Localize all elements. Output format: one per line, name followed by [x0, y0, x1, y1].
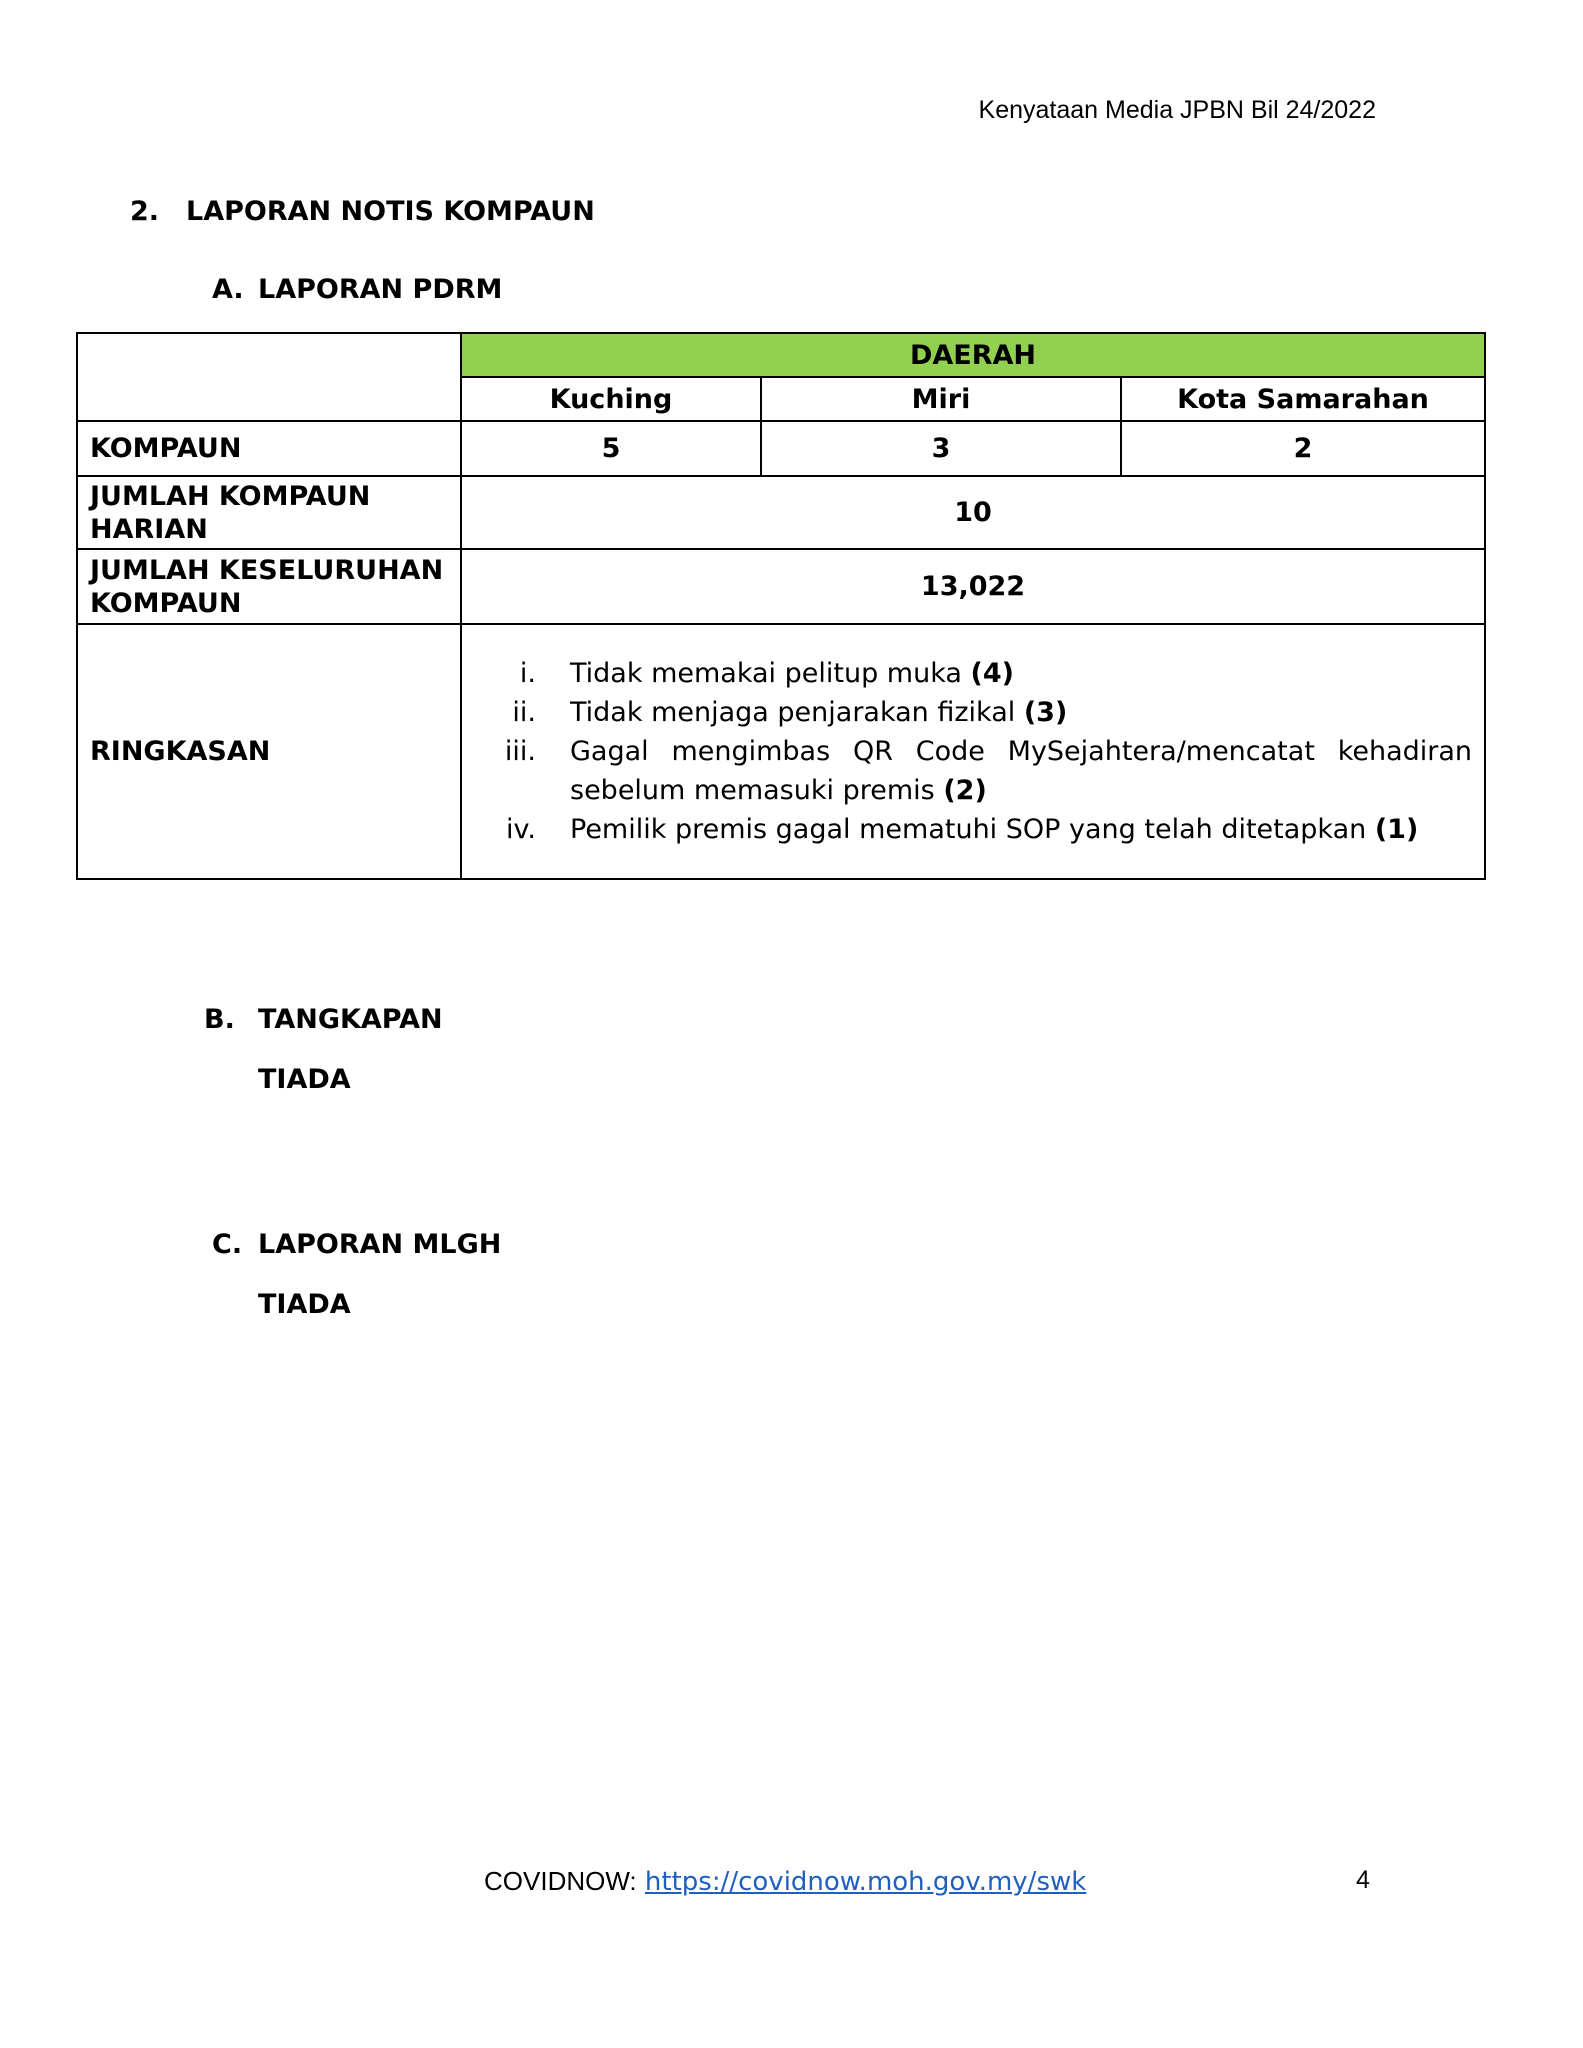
- daerah-header: DAERAH: [461, 333, 1485, 377]
- list-item-text: Pemilik premis gagal mematuhi SOP yang telah ditetapkan: [570, 814, 1367, 845]
- table-row-ringkasan: [77, 624, 1485, 879]
- list-item: [474, 810, 1472, 849]
- table-corner-cell: [77, 333, 461, 421]
- list-item-number: ii.: [512, 697, 536, 728]
- jumlah-keseluruhan-label-line2: KOMPAUN: [90, 587, 242, 619]
- list-item-number: iv.: [506, 814, 536, 845]
- section-title: LAPORAN NOTIS KOMPAUN: [186, 196, 595, 227]
- subsection-b-title: TANGKAPAN: [258, 1004, 443, 1035]
- list-item-text: Tidak memakai pelitup muka: [570, 658, 962, 689]
- list-item-body: [570, 693, 1472, 732]
- compound-report-table: [76, 332, 1486, 880]
- district-header-kuching: Kuching: [461, 377, 761, 421]
- jumlah-keseluruhan-label-line1: JUMLAH KESELURUHAN: [90, 554, 444, 586]
- subsection-c-title: LAPORAN MLGH: [258, 1229, 502, 1260]
- footer-link[interactable]: https://covidnow.moh.gov.my/swk: [644, 1867, 1087, 1897]
- district-header-miri: Miri: [761, 377, 1121, 421]
- subsection-a-title: LAPORAN PDRM: [258, 274, 503, 305]
- subsection-c-letter: C.: [212, 1229, 243, 1260]
- table-header-row: [77, 333, 1485, 377]
- list-item-body: [570, 732, 1472, 810]
- section-number: 2.: [130, 196, 160, 227]
- jumlah-harian-label-line1: JUMLAH KOMPAUN: [90, 480, 371, 512]
- kompaun-value-kuching: 5: [461, 421, 761, 476]
- list-item-count: (2): [943, 775, 987, 806]
- subsection-c-value: TIADA: [258, 1289, 351, 1320]
- kompaun-value-kota-samarahan: 2: [1121, 421, 1485, 476]
- list-item-count: (4): [970, 658, 1014, 689]
- district-header-kota-samarahan: Kota Samarahan: [1121, 377, 1485, 421]
- table-row-jumlah-harian: [77, 476, 1485, 549]
- list-item-body: [570, 810, 1472, 849]
- list-item-text: Tidak menjaga penjarakan fizikal: [570, 697, 1016, 728]
- subsection-b-letter: B.: [204, 1004, 235, 1035]
- jumlah-harian-value: 10: [461, 476, 1485, 549]
- ringkasan-content: [461, 624, 1485, 879]
- list-item: [474, 693, 1472, 732]
- list-item-number: iii.: [504, 736, 536, 767]
- list-item: [474, 654, 1472, 693]
- subsection-a-letter: A.: [212, 274, 244, 305]
- document-reference: Kenyataan Media JPBN Bil 24/2022: [978, 96, 1376, 124]
- list-item-text: Gagal mengimbas QR Code MySejahtera/mencatat kehadiran sebelum memasuki premis: [570, 736, 1473, 806]
- list-item: [474, 732, 1472, 810]
- subsection-b-value: TIADA: [258, 1064, 351, 1095]
- jumlah-keseluruhan-value: 13,022: [461, 549, 1485, 624]
- footer-label: COVIDNOW:: [484, 1866, 637, 1896]
- list-item-count: (1): [1374, 814, 1419, 845]
- ringkasan-list: [474, 654, 1472, 849]
- table-row-kompaun: [77, 421, 1485, 476]
- footer: [484, 1866, 1086, 1897]
- jumlah-keseluruhan-label: [77, 549, 461, 624]
- list-item-body: [570, 654, 1472, 693]
- ringkasan-label: RINGKASAN: [77, 624, 461, 879]
- kompaun-value-miri: 3: [761, 421, 1121, 476]
- table-row-jumlah-keseluruhan: [77, 549, 1485, 624]
- page-number: 4: [1356, 1866, 1370, 1894]
- list-item-count: (3): [1023, 697, 1068, 728]
- kompaun-label: KOMPAUN: [77, 421, 461, 476]
- jumlah-harian-label-line2: HARIAN: [90, 513, 208, 545]
- list-item-number: i.: [519, 658, 536, 689]
- jumlah-harian-label: [77, 476, 461, 549]
